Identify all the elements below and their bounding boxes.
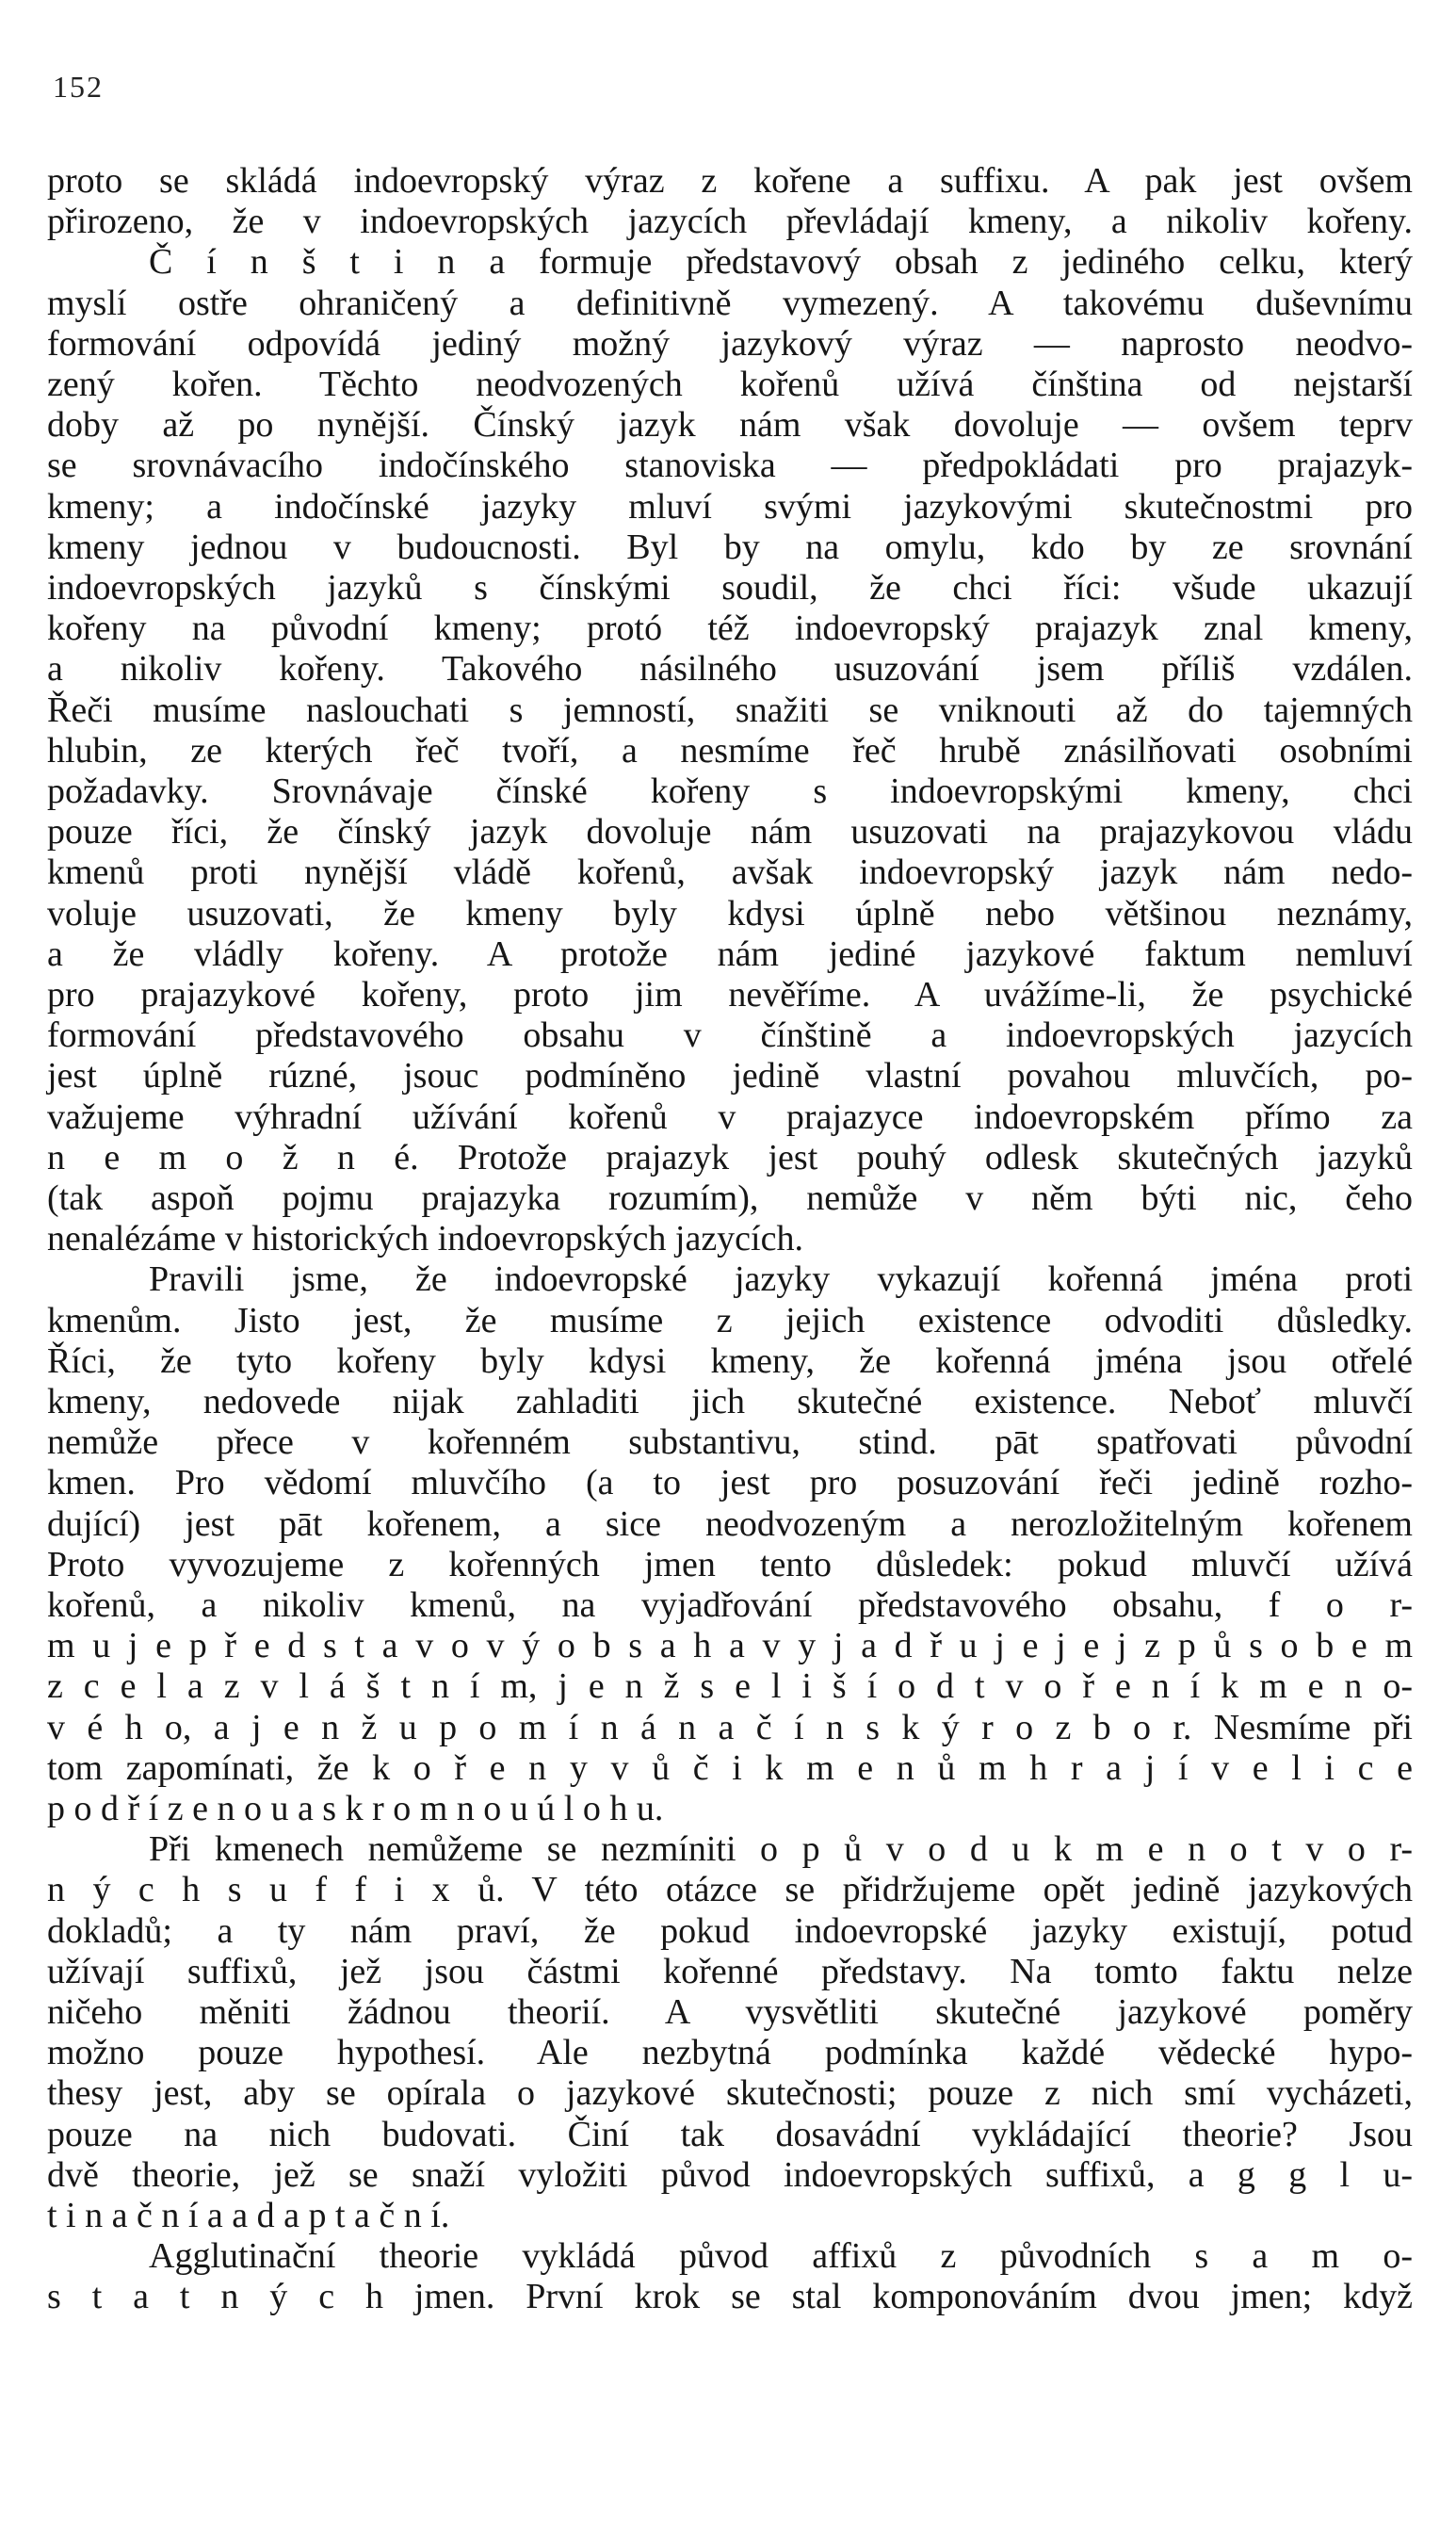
text-line: indoevropských jazyků s čínskými soudil, že chci říci: všude ukazují <box>47 568 1413 608</box>
text-line: važujeme výhradní užívání kořenů v prajazyce indoevropském přímo za <box>47 1096 1413 1137</box>
text-line: kmeny jednou v budoucnosti. Byl by na omylu, kdo by ze srovnání <box>47 527 1413 567</box>
text-line: hlubin, ze kterých řeč tvoří, a nesmíme řeč hrubě znásilňovati osobními <box>47 730 1413 771</box>
text-line: přirozeno, že v indoevropských jazycích převládají kmeny, a nikoliv kořeny. <box>47 202 1413 242</box>
text-line: pro prajazykové kořeny, proto jim nevěříme. A uvážíme-li, že psychické <box>47 975 1413 1015</box>
text-line: formování představového obsahu v čínštině a indoevropských jazycích <box>47 1015 1413 1056</box>
text-line: kmeny; a indočínské jazyky mluví svými jazykovými skutečnostmi pro <box>47 486 1413 527</box>
text-line: užívají suffixů, jež jsou částmi kořenné představy. Na tomto faktu nelze <box>47 1951 1413 1991</box>
text-line: nenalézáme v historických indoevropských jazycích. <box>47 1219 803 1259</box>
text-line: Č í n š t i n a formuje představový obsah z jediného celku, který <box>149 242 1413 283</box>
text-line: dvě theorie, jež se snaží vyložiti původ indoevropských suffixů, a g g l u- <box>47 2154 1413 2195</box>
text-line: proto se skládá indoevropský výraz z kořene a suffixu. A pak jest ovšem <box>47 161 1413 201</box>
text-line: thesy jest, aby se opírala o jazykové skutečnosti; pouze z nich smí vycházeti, <box>47 2073 1413 2114</box>
text-line: kmenům. Jisto jest, že musíme z jejich existence odvoditi důsledky. <box>47 1300 1413 1340</box>
text-line: nemůže přece v kořenném substantivu, stind. pāt spatřovati původní <box>47 1422 1413 1463</box>
text-line: pouze říci, že čínský jazyk dovoluje nám usuzovati na prajazykovou vládu <box>47 812 1413 852</box>
text-line: z c e l a z v l á š t n í m, j e n ž s e l i š í o d t v o ř e n í k m e n o- <box>47 1666 1413 1707</box>
text-line: p o d ř í z e n o u a s k r o m n o u ú l o h u. <box>47 1789 664 1828</box>
text-line: kořenů, a nikoliv kmenů, na vyjadřování představového obsahu, f o r- <box>47 1585 1413 1625</box>
text-line: n ý c h s u f f i x ů. V této otázce se přidržujeme opět jedině jazykových <box>47 1870 1413 1910</box>
text-line: Proto vyvozujeme z kořenných jmen tento důsledek: pokud mluvčí užívá <box>47 1544 1413 1584</box>
text-line: n e m o ž n é. Protože prajazyk jest pouhý odlesk skutečných jazyků <box>47 1137 1413 1177</box>
text-line: možno pouze hypothesí. Ale nezbytná podmínka každé vědecké hypo- <box>47 2033 1413 2073</box>
text-line: v é h o, a j e n ž u p o m í n á n a č í n s k ý r o z b o r. Nesmíme při <box>47 1707 1413 1747</box>
text-line: se srovnávacího indočínského stanoviska — předpokládati pro prajazyk- <box>47 446 1413 486</box>
text-line: Řeči musíme naslouchati s jemností, snažiti se vniknouti až do tajemných <box>47 690 1413 730</box>
text-line: Říci, že tyto kořeny byly kdysi kmeny, že kořenná jména jsou otřelé <box>47 1340 1413 1381</box>
text-line: formování odpovídá jediný možný jazykový výraz — naprosto neodvo- <box>47 323 1413 364</box>
text-line: jest úplně rúzné, jsouc podmíněno jedině vlastní povahou mluvčích, po- <box>47 1056 1413 1096</box>
text-line: (tak aspoň pojmu prajazyka rozumím), nemůže v něm býti nic, čeho <box>47 1178 1413 1218</box>
text-line: kmen. Pro vědomí mluvčího (a to jest pro posuzování řeči jedině rozho- <box>47 1463 1413 1503</box>
text-line: doby až po nynější. Čínský jazyk nám však dovoluje — ovšem teprv <box>47 405 1413 446</box>
text-line: myslí ostře ohraničený a definitivně vymezený. A takovému duševnímu <box>47 283 1413 323</box>
text-line: pouze na nich budovati. Činí tak dosavádní vykládající theorie? Jsou <box>47 2114 1413 2154</box>
text-line: zený kořen. Těchto neodvozených kořenů užívá čínština od nejstarší <box>47 365 1413 404</box>
text-line: ničeho měniti žádnou theorií. A vysvětliti skutečné jazykové poměry <box>47 1992 1413 2032</box>
text-line: m u j e p ř e d s t a v o v ý o b s a h a v y j a d ř u j e j e j z p ů s o b e m <box>47 1626 1413 1666</box>
text-line: tom zapomínati, že k o ř e n y v ů č i k m e n ů m h r a j í v e l i c e <box>47 1747 1413 1788</box>
text-line: voluje usuzovati, že kmeny byly kdysi úplně nebo většinou neznámy, <box>47 893 1413 934</box>
text-line: Pravili jsme, že indoevropské jazyky vykazují kořenná jména proti <box>149 1259 1413 1300</box>
text-line: Agglutinační theorie vykládá původ affixů z původních s a m o- <box>149 2236 1413 2277</box>
text-line: kořeny na původní kmeny; protó též indoevropský prajazyk znal kmeny, <box>47 609 1413 649</box>
text-line: a že vládly kořeny. A protože nám jediné jazykové faktum nemluví <box>47 934 1413 974</box>
text-line: Při kmenech nemůžeme se nezmíniti o p ů v o d u k m e n o t v o r- <box>149 1829 1413 1870</box>
text-line: a nikoliv kořeny. Takového násilného usuzování jsem příliš vzdálen. <box>47 649 1413 690</box>
page-number: 152 <box>53 70 104 104</box>
text-line: kmenů proti nynější vládě kořenů, avšak indoevropský jazyk nám nedo- <box>47 852 1413 893</box>
text-line: požadavky. Srovnávaje čínské kořeny s indoevropskými kmeny, chci <box>47 771 1413 811</box>
text-line: t i n a č n í a a d a p t a č n í. <box>47 2196 450 2235</box>
text-line: kmeny, nedovede nijak zahladiti jich skutečné existence. Neboť mluvčí <box>47 1382 1413 1421</box>
text-line: dující) jest pāt kořenem, a sice neodvozeným a nerozložitelným kořenem <box>47 1503 1413 1544</box>
text-line: dokladů; a ty nám praví, že pokud indoevropské jazyky existují, potud <box>47 1910 1413 1951</box>
text-line: s t a t n ý c h jmen. První krok se stal komponováním dvou jmen; když <box>47 2277 1413 2317</box>
